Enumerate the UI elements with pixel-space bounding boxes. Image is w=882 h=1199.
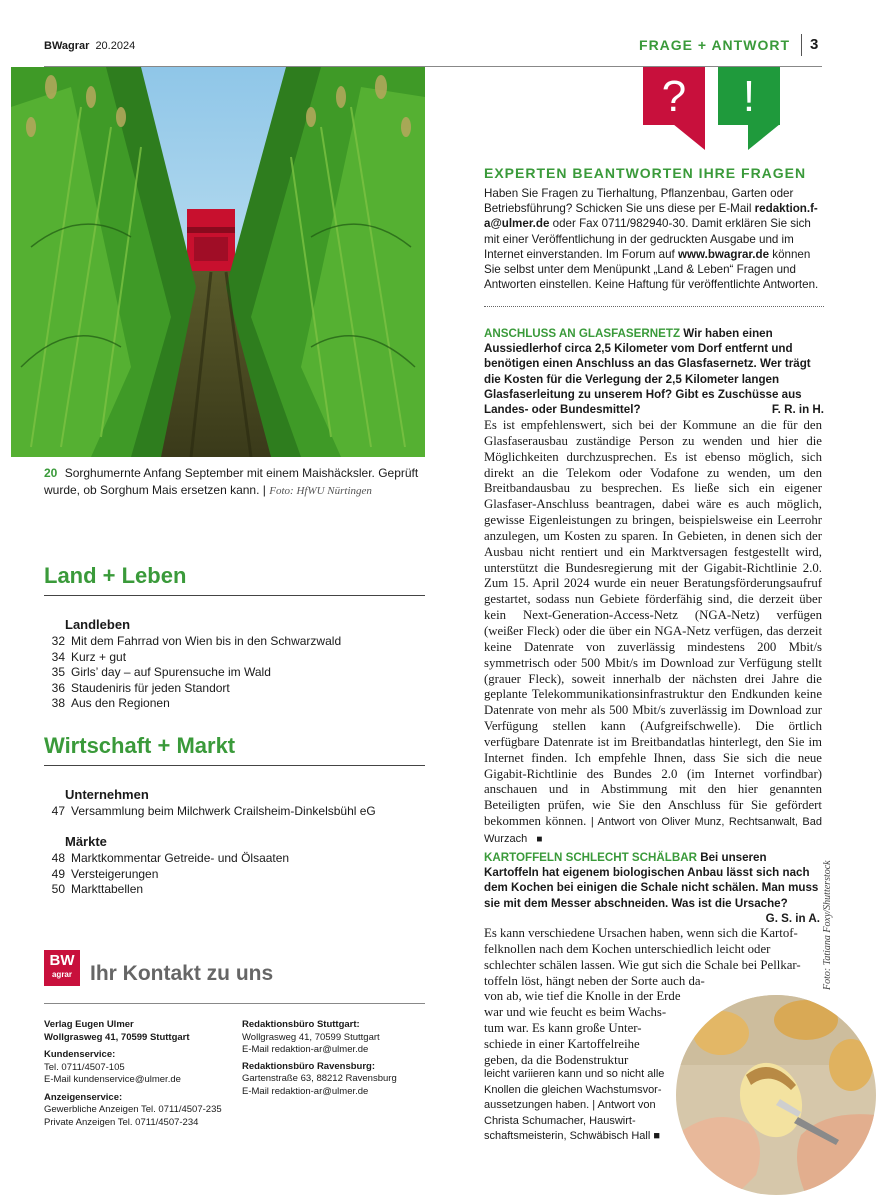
stuttgart-email[interactable]: E-Mail redaktion-ar@ulmer.de [242,1044,369,1055]
toc-rule [44,765,425,766]
toc-group-landleben: Landleben [65,617,131,632]
toc-item[interactable]: 35 Girls’ day – auf Spurensuche im Wald [51,665,271,679]
toc-list-land [44,634,425,712]
kundenservice-email[interactable]: E-Mail kundenservice@ulmer.de [44,1074,181,1085]
dotted-divider [484,306,824,307]
question-text: Wir haben einen Aussiedlerhof circa 2,5 Kilometer vom Dorf entfernt und benötigen einen Anschluss an das Glasfasernetz. Wer trägt die Kosten für die Verlegung der 2,5 Kilometer langen Glasfaserleitung zu unserem Hof? Gibt es Zuschüsse aus Landes- oder Bundesmittel? [484,327,811,417]
question-text: Bei unseren Kartoffeln hat eigenem biologischen Anbau lässt sich nach dem Kochen bei einigen die Schale nicht schälen. Man muss sie mit dem Messer abschneiden. Was ist die Ursache? [484,851,819,910]
speech-bubble-tail [748,124,780,150]
experts-intro: Haben Sie Fragen zu Tierhaltung, Pflanzenbau, Garten oder Betriebsführung? Schicken Sie uns diese per E-Mail redaktion.f-a@ulmer.de oder Fax 0711/982940-30. Damit erklären Sie sich mit einer Veröffentlichung in der gedruckten Ausgabe und im Internet einverstanden. Im Forum auf www.bwagrar.de können Sie selbst unter dem Menüpunkt „Land & Leben“ Fragen und Antworten einstellen. Keine Haftung für veröffentlichte Antworten. [484,187,819,292]
toc-list-maerkte [44,851,425,898]
toc-item[interactable]: 32 Mit dem Fahrrad von Wien bis in den Schwarzwald [51,634,342,648]
contact-rule [44,1003,425,1004]
section-title: FRAGE + ANTWORT [639,37,790,53]
contact-col-publisher: Verlag Eugen Ulmer Wollgrasweg 41, 70599 Stuttgart Kundenservice: Tel. 0711/4507-105 E-Mail kundenservice@ulmer.de Anzeigenservice: Gewerbliche Anzeigen Tel. 0711/4507-235 Private Anzeigen Tel. 0711/4507-234 [44,1019,234,1129]
toc-heading-land: Land + Leben [44,563,187,588]
toc-item[interactable]: 49 Versteigerungen [51,866,159,881]
caption-number: 20 [44,466,58,480]
answer-author: | Antwort von Oliver Munz, Rechtsanwalt, Bad Wurzach [484,816,822,845]
issue-number: 20.2024 [95,40,136,52]
toc-list-unternehmen [44,804,425,820]
toc-item[interactable]: 48 Marktkommentar Getreide- und Ölsaaten [51,851,290,865]
toc-rule [44,595,425,596]
question-mark-icon: ? [643,67,705,125]
toc-group-unternehmen: Unternehmen [65,787,149,802]
question-signature: G. S. in A. [765,911,820,925]
toc-heading-wirtschaft: Wirtschaft + Markt [44,733,236,758]
photo-credit: Foto: HfWU Nürtingen [269,485,372,497]
contact-col-redaktion: Redaktionsbüro Stuttgart: Wollgrasweg 41, 70599 Stuttgart E-Mail redaktion-ar@ulmer.de Redaktionsbüro Ravensburg: Gartenstraße 63, 88212 Ravensburg E-Mail redaktion-ar@ulmer.de [242,1019,432,1098]
speech-bubble-tail [673,124,705,150]
toc-group-maerkte: Märkte [65,834,107,849]
caption-text: Sorghumernte Anfang September mit einem Maishäcksler. Geprüft wurde, ob Sorghum Mais ersetzen kann. [44,466,419,497]
answer-glasfaser [484,418,822,848]
toc-item[interactable]: 38 Aus den Regionen [51,696,170,710]
end-mark: ■ [536,833,543,845]
answer-text: Es ist empfehlenswert, sich bei der Kommune an die für den Glasfaserausbau zuständige Person zu wenden und hier die Möglichkeiten durchzusprechen. Es ist ebenso möglich, sich direkt an die Telekom oder Vodafone zu wenden, um den Breitbandausbau zu besprechen. Es ließe sich ein eigener Glasfaser-Anschluss beantragen, dabei wäre es auch möglich, gewisse Eigenleistungen zu bringen, beispielsweise ein Leerrohr anzulegen, um Kosten zu sparen. In Gebieten, in denen sich der Ausbau nicht rentiert und ein Marktversagen festgestellt wird, unterstützt die Bundesregierung mit der Gigabit-Richtlinie 2.0. Zum 15. April 2024 wurde ein neuer Beratungsförderungsaufruf gestartet, sodass nun Gebiete förderfähig sind, die derzeit über kein Next-Generation-Access-Netz (NGA-Netz) verfügen (weißer Fleck) oder die über ein NGA-Netz verfügen, das derzeit keine Datenrate von zuverlässig mindestens 200 Mbit/s symmetrisch oder 500 Mbit/s im Download zur Verfügung stellt (grauer Fleck), soweit innerhalb der nächsten drei Jahre die geplante Telekommunikationsinfrastruktur den Endkunden keine Datenrate von mehr als 500 Mbit/s zuverlässig im Download zur Verfügung stellen kann (Aufgreifschwelle). Die örtlich verfügbare Datenrate ist im Breitbandatlas hinterlegt, den Sie im Internet finden. Ich empfehle Ihnen, dass Sie sich die neue Gigabit-Richtlinie des Bundes 2.0 (im Internet vorfindbar) anschauen und in Abstimmung mit den hier genannten Beteiligten prüfen, wie Sie den Anschluss für Sie gefördert bekommen können. [484,418,822,829]
answer-kartoffeln: Es kann verschiedene Ursachen haben, wenn sich die Kartof- felknollen nach dem Kochen unterschiedlich leicht oder schlechter schälen lassen. Wie gut sich die Schale bei Pellkar- toffeln löst, hängt neben der Sorte auch da- von ab, wie tief die Knolle in der Erde war und wie feucht es beim Wachs- tum war. Es kann große Unter- schiede in einer Kartoffelreihe geben, da die Bodenstruktur [484,926,801,1067]
potato-peeling-photo [676,995,876,1195]
caption-separator: | [262,483,266,497]
answer-kartoffeln-author: leicht variieren kann und so nicht alle Knollen die gleichen Wachstumsvor- aussetzungen haben. | Antwort von Christa Schumacher, Hauswirt- schaftsmeisterin, Schwäbisch Hall ■ [484,1068,665,1142]
page-number: 3 [810,36,819,53]
experts-heading: EXPERTEN BEANTWORTEN IHRE FRAGEN [484,165,807,181]
sorghum-harvest-photo [11,67,425,457]
website-link[interactable]: www.bwagrar.de [677,247,770,261]
question-kartoffeln [484,850,820,926]
photo-caption [44,465,428,500]
question-keyword: ANSCHLUSS AN GLASFASERNETZ [484,327,681,340]
toc-item[interactable]: 36 Staudeniris für jeden Standort [51,680,230,695]
potato-photo-credit: Foto: Tatiana Foxy/Shutterstock [822,860,833,990]
toc-item[interactable]: 34 Kurz + gut [51,649,127,664]
question-keyword: KARTOFFELN SCHLECHT SCHÄLBAR [484,851,697,864]
publication-name: BWagrar [44,40,90,52]
bwagrar-logo: BW agrar [44,950,80,986]
exclamation-mark-icon: ! [718,67,780,125]
question-signature: F. R. in H. [771,403,824,417]
ravensburg-email[interactable]: E-Mail redaktion-ar@ulmer.de [242,1085,369,1097]
toc-item[interactable]: 50 Markttabellen [51,882,144,896]
editorial-email[interactable]: redaktion.f-a@ulmer.de [484,202,818,231]
header-issue [44,40,135,52]
header-separator [801,34,802,56]
contact-title: Ihr Kontakt zu uns [90,962,274,985]
question-glasfaser [484,326,824,417]
toc-item[interactable]: 47 Versammlung beim Milchwerk Crailsheim-Dinkelsbühl eG [51,804,376,818]
